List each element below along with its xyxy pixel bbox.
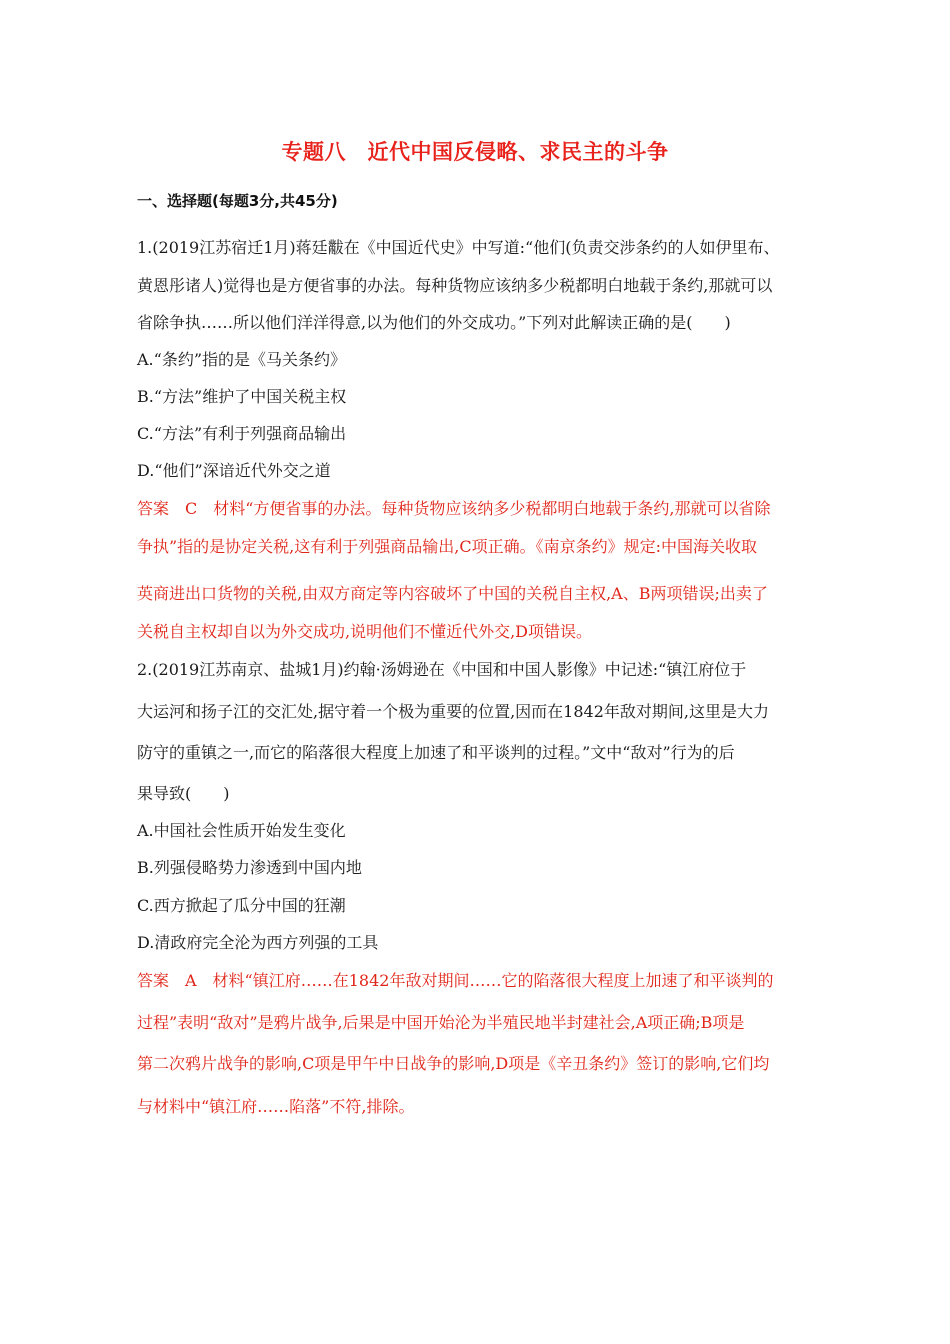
q2-stem-line: 2.(2019江苏南京、盐城1月)约翰·汤姆逊在《中国和中国人影像》中记述:“镇江府位于 xyxy=(137,660,747,679)
q1-stem-line: 1.(2019江苏宿迁1月)蒋廷黻在《中国近代史》中写道:“他们(负责交涉条约的人如伊里布、 xyxy=(137,238,780,257)
page-title: 专题八 近代中国反侵略、求民主的斗争 xyxy=(281,140,669,164)
section-heading: 一、选择题(每题3分,共45分) xyxy=(137,192,338,210)
q2-option-a: A.中国社会性质开始发生变化 xyxy=(137,821,346,840)
q1-option-b: B.“方法”维护了中国关税主权 xyxy=(137,387,347,406)
q2-answer-line: 答案 A 材料“镇江府……在1842年敌对期间……它的陷落很大程度上加速了和平谈判的 xyxy=(137,971,774,990)
q2-stem-line: 大运河和扬子江的交汇处,据守着一个极为重要的位置,因而在1842年敌对期间,这里是大力 xyxy=(137,702,769,721)
q1-answer-line: 争执”指的是协定关税,这有利于列强商品输出,C项正确。《南京条约》规定:中国海关收取 xyxy=(137,537,757,556)
q2-answer-line: 第二次鸦片战争的影响,C项是甲午中日战争的影响,D项是《辛丑条约》签订的影响,它们均 xyxy=(137,1054,770,1073)
q2-option-d: D.清政府完全沦为西方列强的工具 xyxy=(137,933,379,952)
q2-option-b: B.列强侵略势力渗透到中国内地 xyxy=(137,858,362,877)
q1-stem-line: 省除争执……所以他们洋洋得意,以为他们的外交成功。”下列对此解读正确的是( ) xyxy=(137,313,731,332)
q1-answer-line: 答案 C 材料“方便省事的办法。每种货物应该纳多少税都明白地载于条约,那就可以省除 xyxy=(137,499,771,518)
q2-option-c: C.西方掀起了瓜分中国的狂潮 xyxy=(137,896,346,915)
q2-stem-line: 防守的重镇之一,而它的陷落很大程度上加速了和平谈判的过程。”文中“敌对”行为的后 xyxy=(137,743,735,762)
q1-option-a: A.“条约”指的是《马关条约》 xyxy=(137,350,347,369)
q2-answer-line: 过程”表明“敌对”是鸦片战争,后果是中国开始沦为半殖民地半封建社会,A项正确;B项是 xyxy=(137,1013,745,1032)
q1-answer-line: 关税自主权却自以为外交成功,说明他们不懂近代外交,D项错误。 xyxy=(137,622,593,641)
q1-option-d: D.“他们”深谙近代外交之道 xyxy=(137,461,331,480)
q1-option-c: C.“方法”有利于列强商品输出 xyxy=(137,424,347,443)
q1-answer-line: 英商进出口货物的关税,由双方商定等内容破坏了中国的关税自主权,A、B两项错误;出卖了 xyxy=(137,584,768,603)
q2-stem-line: 果导致( ) xyxy=(137,784,230,803)
q1-stem-line: 黄恩彤诸人)觉得也是方便省事的办法。每种货物应该纳多少税都明白地载于条约,那就可以 xyxy=(137,276,773,295)
q2-answer-line: 与材料中“镇江府……陷落”不符,排除。 xyxy=(137,1097,415,1116)
